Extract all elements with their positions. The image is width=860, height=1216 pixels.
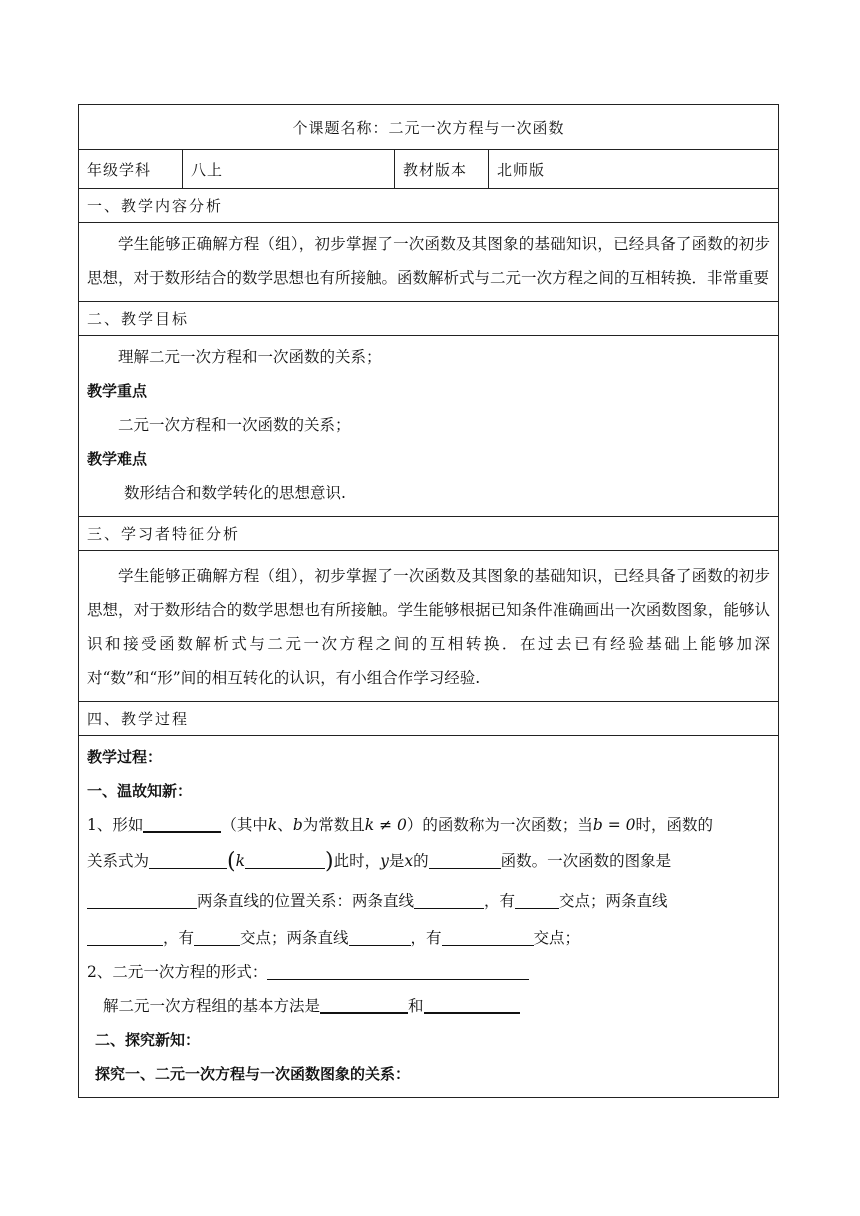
blank-9	[194, 927, 240, 946]
objective-text: 理解二元一次方程和一次函数的关系；	[118, 348, 382, 366]
blank-13	[320, 994, 408, 1014]
section-title-learner-analysis: 三、学习者特征分析	[79, 517, 779, 551]
blank-6	[414, 890, 484, 909]
section-title-content-analysis: 一、教学内容分析	[79, 189, 779, 223]
blank-7	[515, 890, 559, 909]
blank-3	[245, 850, 325, 869]
blank-10	[349, 927, 411, 946]
key-point-label: 教学重点	[87, 382, 148, 400]
blank-2	[149, 850, 227, 869]
explore-heading: 二、探究新知：	[95, 1031, 201, 1049]
lesson-title: 个课题名称：二元一次方程与一次函数	[79, 105, 779, 150]
edition-value: 北师版	[489, 150, 779, 189]
question-1-line-1: 1、形如 （其中k、b为常数且k ≠ 0）的函数称为一次函数；当b = 0时，函数的	[87, 808, 770, 842]
lesson-plan-table	[78, 104, 779, 1098]
review-heading: 一、温故知新：	[87, 782, 193, 800]
learner-analysis-text: 学生能够正确解方程（组），初步掌握了一次函数及其图象的基础知识，已经具备了函数的初步思想，对于数形结合的数学思想也有所接触。学生能够根据已知条件准确画出一次函数图象，能够认识和接受函数解析式与二元一次方程之间的互相转换．在过去已有经验基础上能够加深对“数”和“形”间的相互转化的认识，有小组合作学习经验.	[87, 567, 771, 687]
content-analysis-cell	[79, 223, 779, 302]
section-title-objectives: 二、教学目标	[79, 302, 779, 336]
grade-value: 八上	[183, 150, 395, 189]
blank-5	[87, 890, 197, 909]
learner-analysis-cell	[79, 551, 779, 702]
question-1-line-3: 两条直线的位置关系：两条直线 ，有 交点；两条直线	[87, 881, 770, 921]
difficulty-text: 数形结合和数学转化的思想意识.	[124, 484, 346, 502]
question-2-line-1: 2、二元一次方程的形式：	[87, 955, 770, 989]
process-heading: 教学过程：	[87, 748, 163, 766]
grade-label: 年级学科	[79, 150, 183, 189]
blank-12	[267, 961, 529, 980]
blank-1	[143, 813, 221, 833]
question-2-line-2: 解二元一次方程组的基本方法是 和	[87, 989, 770, 1023]
process-cell	[79, 736, 779, 1098]
blank-14	[424, 994, 520, 1014]
explore-one-heading: 探究一、二元一次方程与一次函数图象的关系：	[95, 1065, 411, 1083]
blank-11	[442, 927, 534, 946]
edition-label: 教材版本	[395, 150, 489, 189]
content-analysis-text: 学生能够正确解方程（组），初步掌握了一次函数及其图象的基础知识，已经具备了函数的初步思想，对于数形结合的数学思想也有所接触。函数解析式与二元一次方程之间的互相转换．非常重要	[87, 235, 771, 287]
question-1-line-4: ，有 交点；两条直线 ，有 交点；	[87, 921, 770, 955]
blank-8	[87, 927, 163, 946]
objectives-cell	[79, 336, 779, 517]
lesson-plan-page	[78, 104, 778, 1098]
section-title-process: 四、教学过程	[79, 702, 779, 736]
question-1-line-2: 关系式为 (k )此时，y是x的 函数。一次函数的图象是	[87, 849, 672, 874]
difficulty-label: 教学难点	[87, 450, 148, 468]
key-point-text: 二元一次方程和一次函数的关系；	[118, 416, 351, 434]
blank-4	[429, 850, 501, 869]
